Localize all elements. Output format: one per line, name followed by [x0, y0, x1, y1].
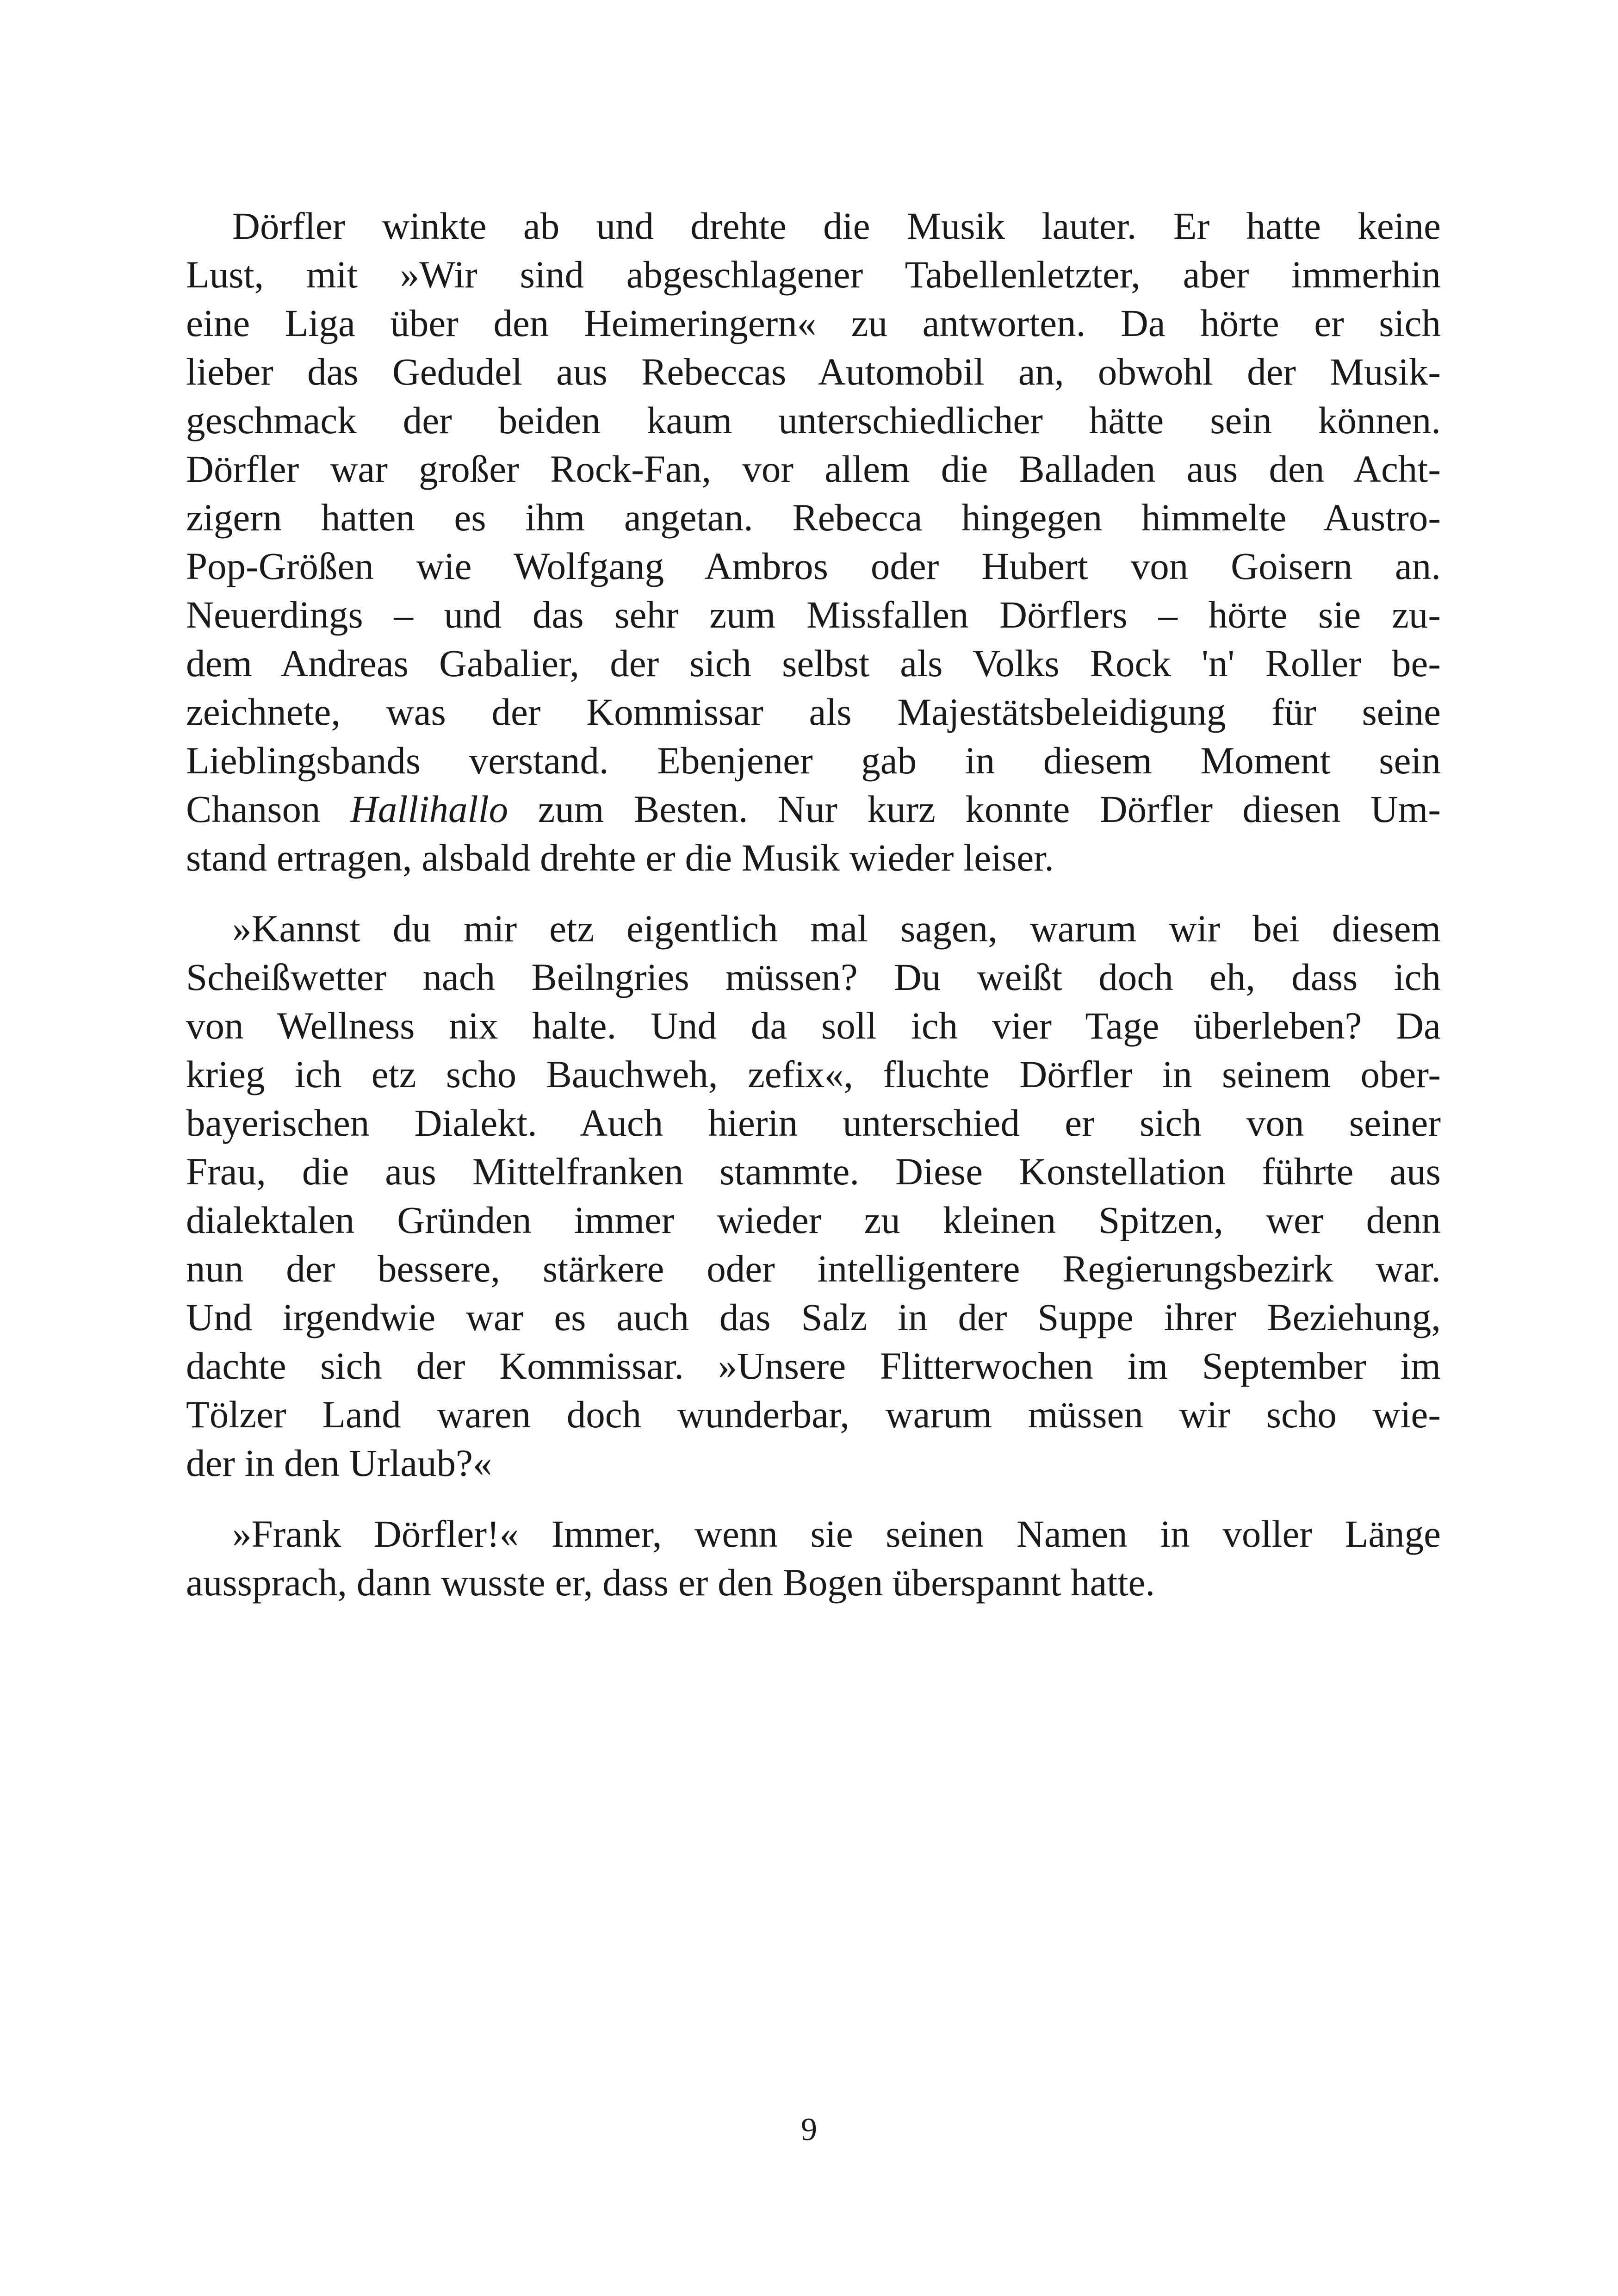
text-line: zigern hatten es ihm angetan. Rebecca hingegen himmelte Austro- [186, 496, 1441, 539]
song-title: Hallihallo [350, 788, 508, 830]
text-segment: zum Besten. Nur kurz konnte Dörfler diesen Um- [508, 788, 1441, 830]
text-line: Und irgendwie war es auch das Salz in der Suppe ihrer Beziehung, [186, 1296, 1441, 1338]
text-line: Dörfler winkte ab und drehte die Musik lauter. Er hatte keine [232, 205, 1441, 247]
text-line: »Kannst du mir etz eigentlich mal sagen, warum wir bei diesem [232, 907, 1441, 950]
text-line: aussprach, dann wusste er, dass er den Bogen überspannt hatte. [186, 1561, 1155, 1604]
text-line: Neuerdings – und das sehr zum Missfallen Dörflers – hörte sie zu- [186, 593, 1441, 636]
text-line: Tölzer Land waren doch wunderbar, warum müssen wir scho wie- [186, 1393, 1441, 1436]
text-line: dachte sich der Kommissar. »Unsere Flitterwochen im September im [186, 1344, 1441, 1387]
body-text [186, 202, 1441, 1629]
page-number: 9 [801, 2112, 817, 2147]
text-line: nun der bessere, stärkere oder intelligentere Regierungsbezirk war. [186, 1247, 1441, 1290]
paragraph-2 [186, 904, 1441, 1487]
text-line: zeichnete, was der Kommissar als Majestätsbeleidigung für seine [186, 691, 1441, 733]
text-line: Lieblingsbands verstand. Ebenjener gab in diesem Moment sein [186, 739, 1441, 782]
text-line: der in den Urlaub?« [186, 1442, 492, 1484]
text-line: dem Andreas Gabalier, der sich selbst als Volks Rock 'n' Roller be- [186, 642, 1441, 684]
paragraph-1 [186, 202, 1441, 882]
text-line: »Frank Dörfler!« Immer, wenn sie seinen Namen in voller Länge [232, 1512, 1441, 1555]
text-line: bayerischen Dialekt. Auch hierin unterschied er sich von seiner [186, 1101, 1441, 1144]
text-line: krieg ich etz scho Bauchweh, zefix«, fluchte Dörfler in seinem ober- [186, 1053, 1441, 1095]
text-line: Scheißwetter nach Beilngries müssen? Du weißt doch eh, dass ich [186, 956, 1441, 998]
text-line: lieber das Gedudel aus Rebeccas Automobil an, obwohl der Musik- [186, 350, 1441, 393]
text-line: stand ertragen, alsbald drehte er die Musik wieder leiser. [186, 836, 1054, 879]
text-line: geschmack der beiden kaum unterschiedlicher hätte sein können. [186, 399, 1441, 442]
text-line: Lust, mit »Wir sind abgeschlagener Tabellenletzter, aber immerhin [186, 253, 1441, 296]
paragraph-3 [186, 1510, 1441, 1607]
text-line: eine Liga über den Heimeringern« zu antworten. Da hörte er sich [186, 302, 1441, 344]
text-line [186, 785, 1441, 834]
text-line: Pop-Größen wie Wolfgang Ambros oder Hubert von Goisern an. [186, 545, 1441, 587]
text-line: dialektalen Gründen immer wieder zu kleinen Spitzen, wer denn [186, 1199, 1441, 1241]
text-line: von Wellness nix halte. Und da soll ich vier Tage überleben? Da [186, 1004, 1441, 1047]
text-line: Dörfler war großer Rock-Fan, vor allem die Balladen aus den Acht- [186, 448, 1441, 490]
text-segment: Chanson [186, 788, 350, 830]
text-line: Frau, die aus Mittelfranken stammte. Diese Konstellation führte aus [186, 1150, 1441, 1193]
